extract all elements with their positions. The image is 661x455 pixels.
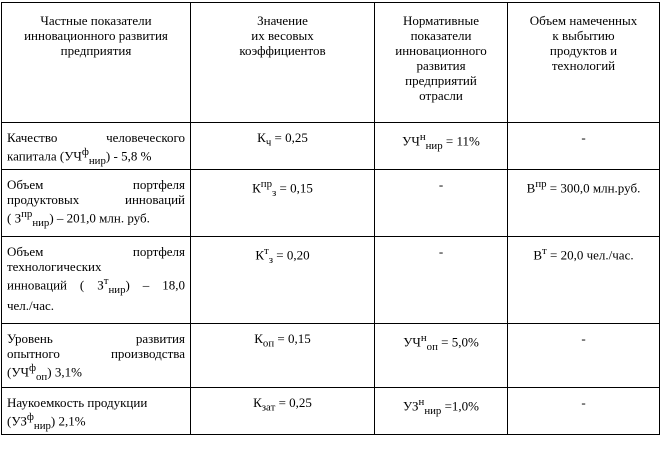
indicators-table bbox=[1, 2, 660, 435]
indicator-cell: Уровень развития опытного производства $(УЧ^ф_{оп})$ 3,1% bbox=[2, 323, 191, 387]
weight-cell: $К^{пр}_з = 0,15$ bbox=[191, 169, 375, 236]
volume-cell: - bbox=[508, 387, 660, 434]
table-row bbox=[2, 169, 660, 236]
table-row bbox=[2, 123, 660, 170]
norm-cell: - bbox=[375, 169, 508, 236]
norm-cell: $УЗ^н_{нир} =1,0\%$ bbox=[375, 387, 508, 434]
weight-cell: $К^т_з = 0,20$ bbox=[191, 236, 375, 323]
table-row bbox=[2, 236, 660, 323]
volume-cell: - bbox=[508, 323, 660, 387]
header-indicators: Частные показатели инновационного развития предприятия bbox=[2, 3, 191, 123]
weight-cell: $К_ч = 0,25$ bbox=[191, 123, 375, 170]
header-weights: Значение их весовых коэффициентов bbox=[191, 3, 375, 123]
indicator-cell: Наукоемкость продукции $(УЗ^ф_{нир})$ 2,1% bbox=[2, 387, 191, 434]
indicator-cell: Качество человеческого капитала $(УЧ^ф_{нир}) - 5,8$ % bbox=[2, 123, 191, 170]
indicator-cell: Объем портфеля продуктовых инноваций ( $З^{пр}_{нир}) - 201,0$ млн. руб. bbox=[2, 169, 191, 236]
norm-cell: $УЧ^н_{оп} = 5,0\%$ bbox=[375, 323, 508, 387]
table-row bbox=[2, 387, 660, 434]
weight-cell: $К_{зат} = 0,25$ bbox=[191, 387, 375, 434]
norm-cell: $УЧ^н_{нир} = 11\%$ bbox=[375, 123, 508, 170]
header-volume: Объем намеченных к выбытию продуктов и технологий bbox=[508, 3, 660, 123]
norm-cell: - bbox=[375, 236, 508, 323]
table-header-row bbox=[2, 3, 660, 123]
table-row bbox=[2, 323, 660, 387]
volume-cell: $В^т = 20,0$ чел./час. bbox=[508, 236, 660, 323]
volume-cell: - bbox=[508, 123, 660, 170]
volume-cell: $В^{пр} = 300,0$ млн.руб. bbox=[508, 169, 660, 236]
header-norms: Нормативные показатели инновационного развития предприятий отрасли bbox=[375, 3, 508, 123]
indicator-cell: Объем портфеля технологических инноваций ( $З^т_{нир}) - 18,0$ чел./час. bbox=[2, 236, 191, 323]
weight-cell: $К_{оп} = 0,15$ bbox=[191, 323, 375, 387]
